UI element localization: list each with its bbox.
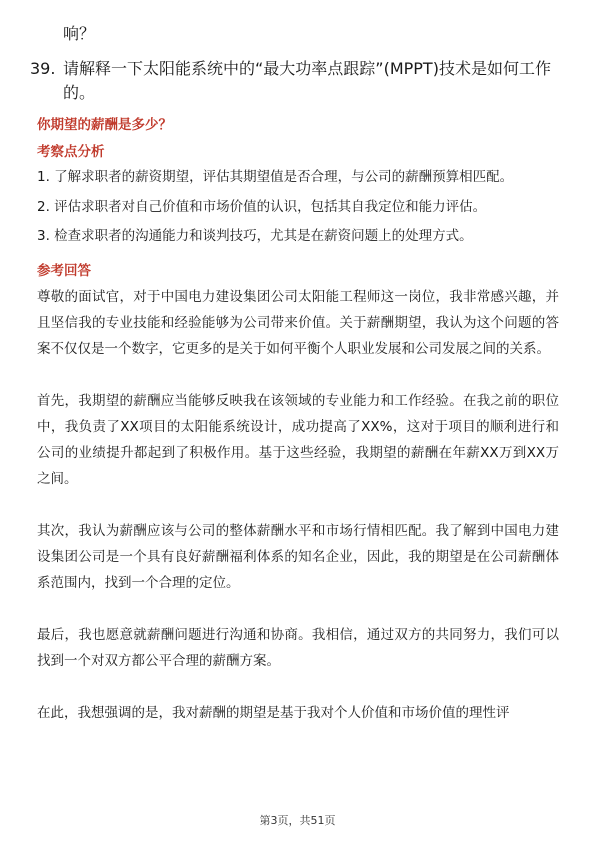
- question-continuation: 响？: [63, 24, 96, 43]
- answer-paragraph: 首先，我期望的薪酬应当能够反映我在该领域的专业能力和工作经验。在我之前的职位中，我负责了XX项目的太阳能系统设计，成功提高了XX%，这对于项目的顺利进行和公司的业绩提升都起到了积极作用。基于这些经验，我期望的薪酬在年薪XX万到XX万之间。: [37, 393, 559, 487]
- page-number: 第3页，共51页: [259, 814, 336, 827]
- list-item: 2. 评估求职者对自己价值和市场价值的认识，包括其自我定位和能力评估。: [37, 198, 487, 215]
- answer-body: [37, 284, 559, 752]
- answer-heading: 参考回答: [37, 263, 91, 279]
- section-title: 你期望的薪酬是多少？: [37, 117, 172, 133]
- list-item: 3. 检查求职者的沟通能力和谈判技巧，尤其是在薪资问题上的处理方式。: [37, 228, 473, 244]
- answer-paragraph: 其次，我认为薪酬应该与公司的整体薪酬水平和市场行情相匹配。我了解到中国电力建设集团公司是一个具有良好薪酬福利体系的知名企业，因此，我的期望是在公司薪酬体系范围内，找到一个合理的定位。: [37, 523, 559, 591]
- question-number: 39.: [30, 59, 56, 78]
- analysis-list: [37, 167, 562, 256]
- question-39: [30, 57, 570, 105]
- answer-paragraph: 尊敬的面试官，对于中国电力建设集团公司太阳能工程师这一岗位，我非常感兴趣，并且坚信我的专业技能和经验能够为公司带来价值。关于薪酬期望，我认为这个问题的答案不仅仅是一个数字，它更多的是关于如何平衡个人职业发展和公司发展之间的关系。: [37, 289, 559, 357]
- list-item: 1. 了解求职者的薪资期望，评估其期望值是否合理，与公司的薪酬预算相匹配。: [37, 169, 514, 185]
- answer-paragraph: 在此，我想强调的是，我对薪酬的期望是基于我对个人价值和市场价值的理性评: [37, 705, 510, 721]
- answer-paragraph: 最后，我也愿意就薪酬问题进行沟通和协商。我相信，通过双方的共同努力，我们可以找到一个对双方都公平合理的薪酬方案。: [37, 627, 559, 669]
- analysis-heading: 考察点分析: [37, 144, 105, 160]
- question-text: 请解释一下太阳能系统中的“最大功率点跟踪”(MPPT)技术是如何工作的。: [63, 59, 551, 102]
